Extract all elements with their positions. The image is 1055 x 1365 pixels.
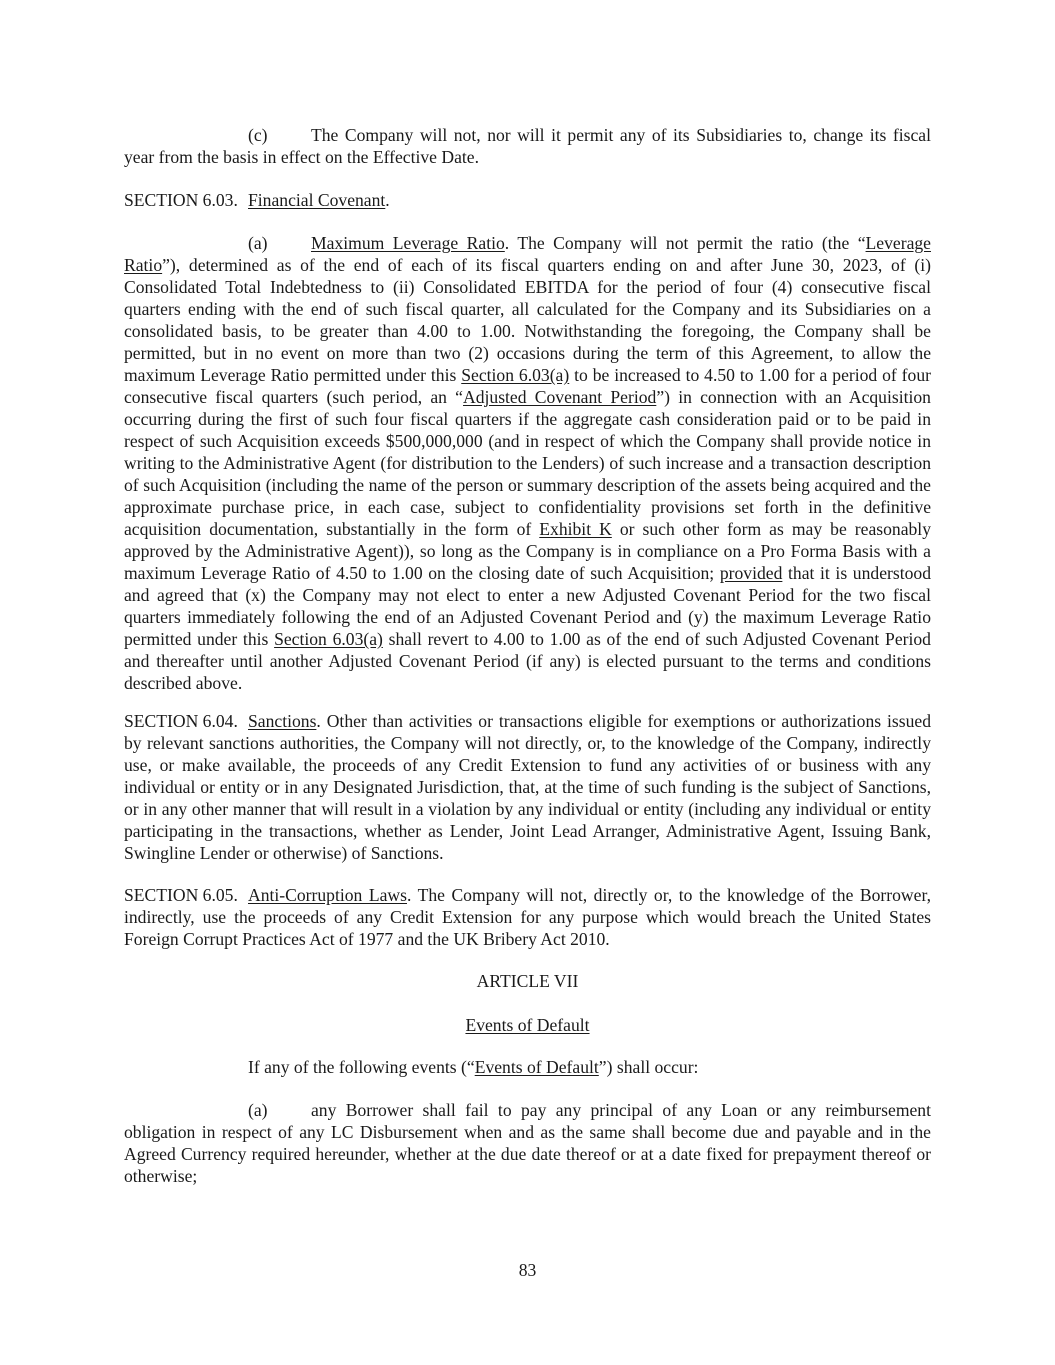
section-number: SECTION 6.03. [124,190,238,210]
proviso-term: provided [719,563,783,583]
section-paragraph: SECTION 6.04. Sanctions. Other than activities or transactions eligible for exemptions or authorizations issued by relevant sanctions authorities, the Company will not directly, or, to the knowledge of the Company, indirectly use, or make available, the proceeds of any Credit Extension to fund any activities of or business with any individual or entity or in any Designated Jurisdiction, that, at the time of such funding is the subject of Sanctions, or in any other manner that will result in a violation by any individual or entity (including any individual or entity participating in the transactions, whether as Lender, Joint Lead Arranger, Administrative Agent, Issuing Bank, Swingline Lender or otherwise) of Sanctions. [124,711,931,863]
section-number: SECTION 6.05. [124,885,238,905]
clause-heading: Maximum Leverage Ratio [311,233,505,253]
event-a-paragraph [124,1099,931,1187]
clause-label: (a) [248,1100,268,1120]
defined-term-adjusted-covenant-period: Adjusted Covenant Period [463,387,657,407]
clause-c [124,124,931,168]
intro-paragraph: If any of the following events (“Events of Default”) shall occur: [248,1057,699,1077]
section-6-03-heading [124,189,931,211]
clause-label: (a) [248,233,268,253]
clause-text: The Company will not, nor will it permit any of its Subsidiaries to, change its fiscal year from the basis in effect on the Effective Date. [124,125,931,167]
section-title: Anti-Corruption Laws [248,885,407,905]
defined-term-leverage-ratio: Leverage Ratio [124,233,931,275]
clause-label: (c) [248,125,268,145]
cross-reference: Section 6.03(a) [461,365,570,385]
section-title: Financial Covenant [248,190,386,210]
page-number: 83 [518,1260,537,1280]
article-subtitle: Events of Default [465,1015,590,1035]
clause-text: any Borrower shall fail to pay any principal of any Loan or any reimbursement obligation in respect of any LC Disbursement when and as the same shall become due and payable and in the Agreed Currency required hereunder, whether at the due date thereof or at a date fixed for prepayment thereof or otherwise; [124,1100,931,1186]
cross-reference: Section 6.03(a) [274,629,383,649]
defined-term-events-of-default: Events of Default [474,1057,599,1077]
section-6-03-a [124,232,931,694]
section-heading: SECTION 6.03. Financial Covenant. [124,190,390,210]
section-6-04 [124,710,931,864]
events-intro [124,1056,931,1078]
event-a [124,1099,931,1187]
exhibit-reference: Exhibit K [539,519,612,539]
section-number: SECTION 6.04. [124,711,238,731]
section-paragraph: SECTION 6.05. Anti-Corruption Laws. The Company will not, directly or, to the knowledge of the Borrower, indirectly, use the proceeds of any Credit Extension for any purpose which would breach the United States Foreign Corrupt Practices Act of 1977 and the UK Bribery Act 2010. [124,885,932,949]
clause-a-paragraph: (a) Maximum Leverage Ratio. The Company will not permit the ratio (the “Leverage Ratio”), determined as of the end of each of its fiscal quarters ending on and after June 30, 2023, of (i) Consolidated Total Indebtedness to (ii) Consolidated EBITDA for the period of four (4) consecutive fiscal quarters ending with the end of such fiscal quarter, all calculated for the Company and its Subsidiaries on a consolidated basis, to be greater than 4.00 to 1.00. Notwithstanding the foregoing, the Company shall be permitted, but in no event on more than two (2) occasions during the term of this Agreement, to allow the maximum Leverage Ratio permitted under this Section 6.03(a) to be increased to 4.50 to 1.00 for a period of four consecutive fiscal quarters (such period, an “Adjusted Covenant Period”) in connection with an Acquisition occurring during the first of such four fiscal quarters if the aggregate cash consideration paid or to be paid in respect of such Acquisition exceeds $500,000,000 (and in respect of which the Company shall provide notice in writing to the Administrative Agent (for distribution to the Lenders) of such increase and a transaction description of such Acquisition (including the name of the person or summary description of the assets being acquired and the approximate purchase price, in each case, subject to confidentiality provisions set forth in the definitive acquisition documentation, substantially in the form of Exhibit K or such other form as may be reasonably approved by the Administrative Agent)), so long as the Company is in compliance on a Pro Forma Basis with a maximum Leverage Ratio of 4.50 to 1.00 on the closing date of such Acquisition; provided that it is understood and agreed that (x) the Company may not elect to enter a new Adjusted Covenant Period for the two fiscal quarters immediately following the end of an Adjusted Covenant Period and (y) the maximum Leverage Ratio permitted under this Section 6.03(a) shall revert to 4.00 to 1.00 as of the end of such Adjusted Covenant Period and thereafter until another Adjusted Covenant Period (if any) is elected pursuant to the terms and conditions described above. [124,233,931,693]
clause-c-paragraph [124,124,931,168]
section-6-05 [124,884,931,950]
section-title: Sanctions [248,711,317,731]
article-title: ARTICLE VII [476,971,579,991]
